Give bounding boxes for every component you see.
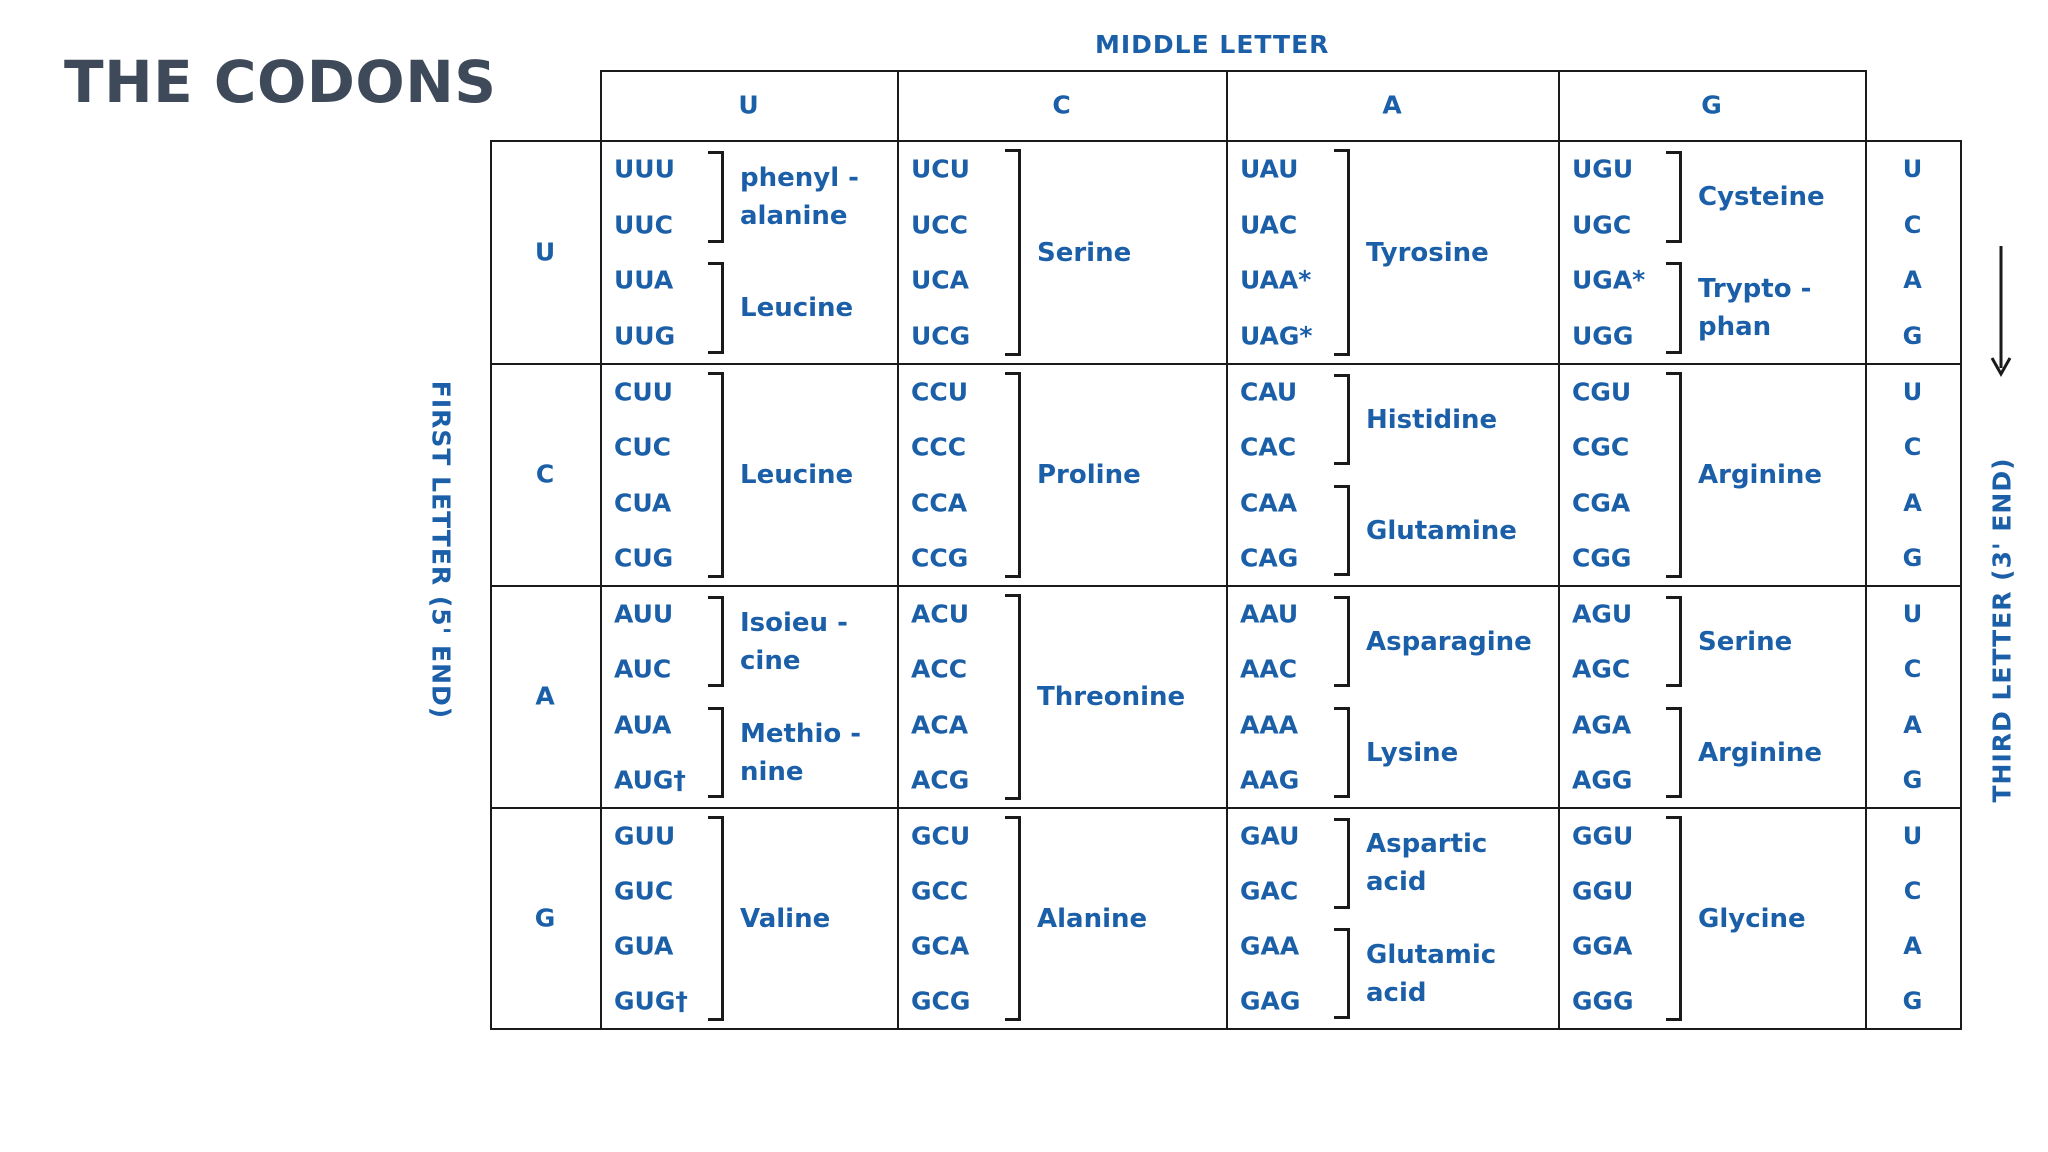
codon-label: CAU: [1240, 377, 1298, 407]
codon-label: UCA: [911, 265, 969, 295]
amino-acid-label: Trypto - phan: [1698, 274, 1812, 343]
codon-label: GGU: [1572, 876, 1634, 906]
codon-label: AUC: [614, 654, 672, 684]
amino-acid-label: Histidine: [1366, 404, 1498, 435]
codon-label: GGU: [1572, 821, 1634, 851]
codon-label: ACA: [911, 710, 969, 740]
codon-label: AAA: [1240, 710, 1299, 740]
codon-label: AGG: [1572, 765, 1633, 795]
codon-label: ACC: [911, 654, 968, 684]
third-letter-label: G: [1902, 987, 1923, 1016]
first-letter-label: C: [535, 459, 555, 489]
codon-label: CUA: [614, 488, 672, 518]
codon-label: ACG: [911, 765, 970, 795]
codon-label: CUC: [614, 432, 671, 462]
third-letter-label: U: [1902, 599, 1923, 628]
amino-acid-label: Methio - nine: [740, 718, 862, 787]
codon-group-bracket: [1666, 372, 1682, 579]
codon-group-bracket: [1666, 596, 1682, 688]
codon-label: AUU: [614, 599, 674, 629]
codon-label: GUU: [614, 821, 676, 851]
codon-group-bracket: [1666, 707, 1682, 799]
amino-acid-label: Lysine: [1366, 737, 1459, 768]
third-letter-label: C: [1903, 655, 1922, 684]
third-letter-label: U: [1902, 821, 1923, 850]
codon-group-bracket: [1005, 149, 1021, 356]
third-letter-label: G: [1902, 766, 1923, 795]
codon-group-bracket: [1666, 151, 1682, 243]
codon-label: AAG: [1240, 765, 1300, 795]
codon-label: UCU: [911, 154, 970, 184]
third-letter-title: THIRD LETTER (3' END): [1987, 457, 2017, 803]
first-letter-label: U: [534, 237, 556, 266]
codon-label: AAC: [1240, 654, 1298, 684]
third-letter-label: A: [1903, 932, 1922, 961]
codon-group-bracket: [708, 262, 724, 354]
codon-label: ACU: [911, 599, 969, 629]
codon-label: AGC: [1572, 654, 1631, 684]
codon-label: GGG: [1572, 986, 1634, 1016]
amino-acid-label: phenyl - alanine: [740, 162, 859, 231]
third-letter-label: A: [1903, 710, 1922, 739]
codon-label: CAC: [1240, 432, 1297, 462]
amino-acid-label: Tyrosine: [1366, 237, 1489, 268]
amino-acid-label: Glutamine: [1366, 515, 1517, 546]
codon-label: GUC: [614, 876, 674, 906]
amino-acid-label: Leucine: [740, 460, 854, 491]
codon-label: CCA: [911, 488, 968, 518]
amino-acid-label: Cysteine: [1698, 181, 1825, 212]
codon-group-bracket: [1334, 374, 1350, 466]
codon-label: CCC: [911, 432, 967, 462]
codon-label: UGU: [1572, 154, 1634, 184]
first-letter-label: A: [535, 681, 555, 711]
codon-label: CAG: [1240, 543, 1299, 573]
codon-label: CCG: [911, 543, 969, 573]
codon-group-bracket: [1334, 596, 1350, 688]
codon-label: UUG: [614, 321, 676, 351]
codon-label: UUU: [614, 154, 675, 184]
amino-acid-label: Aspartic acid: [1366, 829, 1488, 898]
amino-acid-label: Glutamic acid: [1366, 939, 1497, 1008]
codon-label: UUC: [614, 210, 673, 240]
codon-label: AGA: [1572, 710, 1632, 740]
codon-group-bracket: [1666, 262, 1682, 354]
codon-label: UCG: [911, 321, 971, 351]
codon-label: CGC: [1572, 432, 1630, 462]
codon-group-bracket: [708, 816, 724, 1022]
codon-label: UGA*: [1572, 265, 1646, 295]
codon-label: CAA: [1240, 488, 1298, 518]
codon-label: UAA*: [1240, 265, 1312, 295]
codon-group-bracket: [1005, 816, 1021, 1022]
codon-label: GCC: [911, 876, 969, 906]
codon-label: CUG: [614, 543, 674, 573]
codon-group-bracket: [708, 151, 724, 243]
middle-letter-label: C: [1052, 90, 1071, 120]
amino-acid-label: Glycine: [1698, 903, 1806, 934]
codon-label: GUG†: [614, 986, 688, 1016]
codon-label: GAG: [1240, 986, 1301, 1016]
codon-label: GUA: [614, 931, 674, 961]
middle-letter-label: G: [1701, 90, 1722, 120]
amino-acid-label: Proline: [1037, 460, 1141, 491]
codon-label: GAA: [1240, 931, 1300, 961]
codon-group-bracket: [1334, 149, 1350, 356]
codon-label: GCU: [911, 821, 971, 851]
codon-label: UAC: [1240, 210, 1298, 240]
down-arrow-icon: [1989, 246, 2013, 378]
amino-acid-label: Alanine: [1037, 903, 1148, 934]
codon-group-bracket: [708, 372, 724, 579]
amino-acid-label: Isoieu - cine: [740, 607, 848, 676]
amino-acid-label: Serine: [1037, 237, 1132, 268]
third-letter-label: G: [1902, 322, 1923, 351]
codon-label: GAC: [1240, 876, 1299, 906]
middle-letter-label: U: [738, 90, 759, 120]
third-letter-label: A: [1903, 488, 1922, 517]
codon-group-bracket: [1334, 485, 1350, 577]
codon-label: UGG: [1572, 321, 1634, 351]
middle-letter-title: MIDDLE LETTER: [1095, 30, 1330, 59]
codon-group-bracket: [1005, 594, 1021, 801]
codon-group-bracket: [1005, 372, 1021, 579]
codon-label: CUU: [614, 377, 673, 407]
codon-label: GGA: [1572, 931, 1633, 961]
codon-label: AGU: [1572, 599, 1633, 629]
third-letter-label: U: [1902, 154, 1923, 183]
codon-label: UCC: [911, 210, 968, 240]
first-letter-title: FIRST LETTER (5' END): [426, 380, 456, 720]
codon-label: GCG: [911, 986, 971, 1016]
codon-group-bracket: [1334, 928, 1350, 1019]
codon-label: GCA: [911, 931, 970, 961]
codon-label: CCU: [911, 377, 968, 407]
third-letter-label: A: [1903, 266, 1922, 295]
amino-acid-label: Valine: [740, 903, 831, 934]
codon-group-bracket: [1334, 707, 1350, 799]
amino-acid-label: Arginine: [1698, 737, 1823, 768]
codon-label: UAU: [1240, 154, 1299, 184]
first-letter-label: G: [534, 903, 556, 932]
third-letter-label: C: [1903, 876, 1922, 905]
codon-label: CGG: [1572, 543, 1632, 573]
slide-title: THE CODONS: [64, 48, 497, 116]
middle-letter-label: A: [1382, 90, 1402, 120]
codon-group-bracket: [708, 596, 724, 688]
codon-group-bracket: [1334, 818, 1350, 909]
amino-acid-label: Threonine: [1037, 682, 1186, 713]
codon-label: AUG†: [614, 765, 686, 795]
codon-label: UUA: [614, 265, 674, 295]
codon-label: UGC: [1572, 210, 1632, 240]
codon-group-bracket: [1666, 816, 1682, 1022]
third-letter-label: C: [1903, 210, 1922, 239]
codon-label: AAU: [1240, 599, 1299, 629]
codon-label: UAG*: [1240, 321, 1313, 351]
amino-acid-label: Leucine: [740, 293, 854, 324]
third-letter-label: G: [1902, 544, 1923, 573]
codon-group-bracket: [708, 707, 724, 799]
amino-acid-label: Arginine: [1698, 460, 1823, 491]
codon-label: CGA: [1572, 488, 1631, 518]
third-letter-label: C: [1903, 433, 1922, 462]
codon-label: GAU: [1240, 821, 1300, 851]
codon-label: CGU: [1572, 377, 1632, 407]
amino-acid-label: Asparagine: [1366, 626, 1532, 657]
third-letter-label: U: [1902, 377, 1923, 406]
amino-acid-label: Serine: [1698, 626, 1793, 657]
codon-label: AUA: [614, 710, 672, 740]
